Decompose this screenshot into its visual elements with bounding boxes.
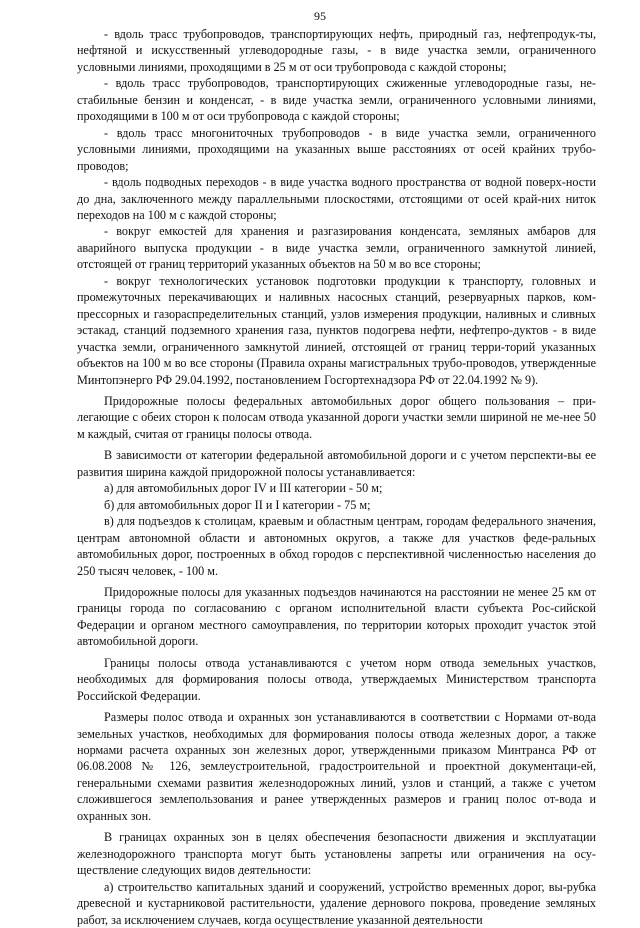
paragraph-underwater-crossings: - вдоль подводных переходов - в виде участка водного пространства от водной поверх-ности до дна, заключенного между параллельными плоскостями, отстоящими от осей край-них ниток переходов на 100 м с каждой стороны;	[77, 175, 596, 222]
paragraph-roadside-strips: Придорожные полосы федеральных автомобильных дорог общего пользования – при-легающие с обеих сторон к полосам отвода указанной дороги участки земли шириной не ме-нее 50 м каждый, считая от границы полосы отвода.	[77, 393, 596, 441]
paragraph-security-zone-restrictions: В границах охранных зон в целях обеспечения безопасности движения и эксплуатации железнодорожного транспорта могут быть установлены запреты или ограничения на осу-ществление следующих видов деятельности:	[77, 830, 596, 878]
list-item-category-a: а) для автомобильных дорог IV и III категории - 50 м;	[104, 481, 383, 496]
page-number: 95	[314, 9, 326, 23]
document-body	[77, 26, 596, 928]
paragraph-pipeline-oil-gas: - вдоль трасс трубопроводов, транспортирующих нефть, природный газ, нефтепродук-ты, нефтяной и искусственный углеводородные газы, - в виде участка земли, ограниченного условными линиями, проходящими в 25 м от оси трубопровода с каждой стороны;	[77, 27, 596, 74]
paragraph-multiline-pipelines: - вдоль трасс многониточных трубопроводов - в виде участка земли, ограниченного условными линиями, проходящими на указанных выше расстояниях от осей крайних трубо-проводов;	[77, 125, 596, 173]
paragraph-access-roads: Придорожные полосы для указанных подъездов начинаются на расстоянии не менее 25 км от границы города по согласованию с органом исполнительной власти субъекта Рос-сийской Федерации и органом местного самоуправления, по территории которых проходит участок этой автомобильной дороги.	[77, 584, 596, 649]
list-item-restriction-a: а) строительство капитальных зданий и сооружений, устройство временных дорог, вы-рубка древесной и кустарниковой растительности, удаление дернового покрова, проведение земляных работ, за исключением случаев, когда осуществление указанной деятельности	[77, 879, 596, 927]
paragraph-condensate-tanks: - вокруг емкостей для хранения и разгазирования конденсата, земляных амбаров для аварийного выпуска продукции - в виде участка земли, ограниченного замкнутой линией, отстоящей от границ территорий указанных объектов на 50 м во все стороны;	[77, 224, 596, 272]
paragraph-pipeline-liquefied-gas: - вдоль трасс трубопроводов, транспортирующих сжиженные углеводородные газы, не-стабильные бензин и конденсат, - в виде участка земли, ограниченного условными линиями, проходящими в 100 м от оси трубопровода с каждой стороны;	[77, 76, 596, 124]
list-item-category-b: б) для автомобильных дорог II и I категории - 75 м;	[104, 497, 371, 512]
paragraph-right-of-way-boundaries: Границы полосы отвода устанавливаются с учетом норм отвода земельных участков, необходимых для формирования полосы отвода, утверждаемых Министерством транспорта Российской Федерации.	[77, 655, 596, 703]
paragraph-technological-installations: - вокруг технологических установок подготовки продукции к транспорту, головных и промежуточных перекачивающих и наливных насосных станций, резервуарных парков, ком-прессорных и газораспределительных станций, узлов измерения продукции, наливных и сливных эстакад, станций подземного хранения газа, пунктов подогрева нефти, нефтепро-дуктов - в виде участка земли, ограниченного замкнутой линией, отстоящей от границ терри-торий указанных объектов на 100 м во все стороны (Правила охраны магистральных трубо-проводов, утвержденные Минтопэнерго РФ 29.04.1992, постановлением Госгортехнадзора РФ от 22.04.1992 № 9).	[77, 273, 596, 387]
paragraph-road-category: В зависимости от категории федеральной автомобильной дороги и с учетом перспекти-вы ее развития ширина каждой придорожной полосы устанавливается:	[77, 448, 596, 479]
paragraph-railway-zones: Размеры полос отвода и охранных зон устанавливаются в соответствии с Нормами от-вода земельных участков, необходимых для формирования полосы отвода железных дорог, а также нормами расчета охранных зон железных дорог, утвержденными приказом Минтранса РФ от 06.08.2008 № 126, землеустроительной, градостроительной и проектной документаци-ей, генеральными схемами развития железнодорожных линий, узлов и станций, а также с учетом сложившегося землепользования и ранее утвержденных размеров и границ полос от-вода и охранных зон.	[77, 710, 596, 823]
list-item-category-c: в) для подъездов к столицам, краевым и областным центрам, городам федерального значения, центрам автономной области и автономных округов, а также для участков феде-ральных автомобильных дорог, построенных в обход городов с перспективной численностью населения до 250 тысяч человек, - 100 м.	[77, 514, 596, 578]
